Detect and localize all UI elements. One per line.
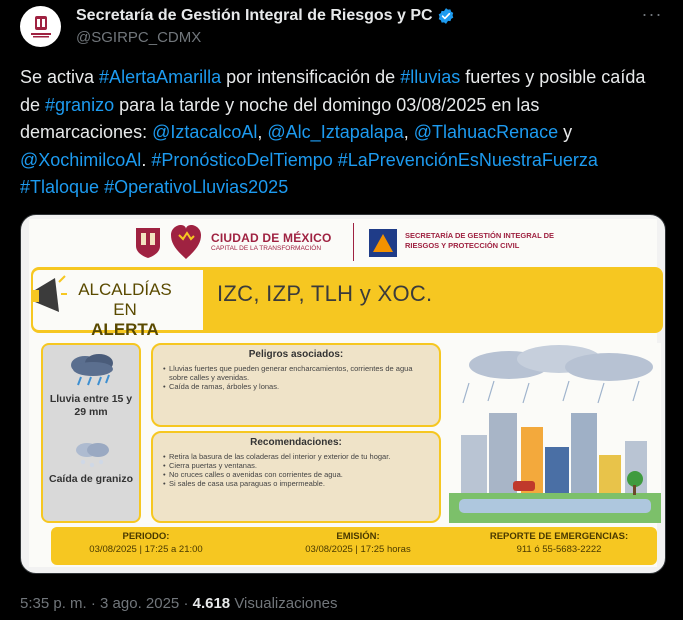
account-handle[interactable]: @SGIRPC_CDMX [76,29,202,46]
periodo-value: 03/08/2025 | 17:25 a 21:00 [89,544,203,555]
recomendacion-item: • No cruces calles o avenidas con corrientes de agua. [163,470,429,479]
hashtag-link[interactable]: #granizo [45,94,115,115]
sgirpc-title: SECRETARÍA DE GESTIÓN INTEGRAL DE RIESGOS Y PROTECCIÓN CIVIL [405,231,555,250]
logos-header [133,219,583,265]
tweet-text-segment: , [257,122,268,142]
more-options-icon[interactable]: ··· [641,4,663,24]
recomendacion-item: • Cierra puertas y ventanas. [163,461,429,470]
rain-cloud-icon [63,353,123,387]
sgirpc-logo-icon [369,229,397,257]
cdmx-shield-icon [133,225,163,259]
hashtag-link[interactable]: #AlertaAmarilla [99,67,222,87]
hail-label: Caída de granizo [48,473,133,485]
megaphone-icon [33,272,67,324]
recomendacion-item: • Si sales de casa usa paraguas o impermeable. [163,479,429,488]
cdmx-logo-icon [26,12,56,42]
alert-municipalities: IZC, IZP, TLH y XOC. [217,281,433,306]
timestamp[interactable]: 5:35 p. m. · 3 ago. 2025 · [20,595,189,612]
hashtag-link[interactable]: #lluvias [400,67,461,87]
hail-cloud-icon [71,441,113,469]
tweet-text-segment: para la tarde y noche del domingo 03/08/2025 en las demarcaciones: [20,94,540,142]
hashtag-link[interactable]: #LaPrevenciónEsNuestraFuerza [337,149,598,170]
cdmx-heart-icon [169,221,203,261]
periodo-label: PERIODO: [122,531,170,542]
mention-link[interactable]: @TlahuacRenace [413,122,559,142]
mention-link[interactable]: @Alc_Iztapalapa [267,122,404,142]
views-count: 4.618 [192,595,231,612]
recomendaciones-box [151,431,441,523]
avatar[interactable] [20,6,61,47]
hashtag-link[interactable]: #PronósticoDelTiempo [151,149,333,170]
rain-label: Lluvia entre 15 y 29 mm [49,393,133,418]
logo-divider [353,223,354,261]
recomendaciones-title: Recomendaciones: [250,437,342,448]
alert-banner [31,267,663,339]
display-name[interactable]: Secretaría de Gestión Integral de Riesgos y PC [76,7,433,24]
tweet-text-segment: . [141,149,152,170]
peligro-item: • Lluvias fuertes que pueden generar encharcamientos, corrientes de agua sobre calles y avenidas. [163,364,429,382]
mention-link[interactable]: @IztacalcoAl [152,122,258,142]
peligros-title: Peligros asociados: [248,349,344,360]
views-label: Visualizaciones [234,595,338,612]
emision-value: 03/08/2025 | 17:25 horas [305,544,411,555]
recomendacion-item: • Retira la basura de las coladeras del interior y exterior de tu hogar. [163,452,429,461]
peligros-box [151,343,441,427]
tweet-text-segment: fuertes y posible caída de [20,67,646,115]
cdmx-subtitle: CAPITAL DE LA TRANSFORMACIÓN [211,245,322,252]
tweet-meta [20,595,337,612]
peligro-item: • Caída de ramas, árboles y lonas. [163,382,429,391]
reporte-label: REPORTE DE EMERGENCIAS: [489,531,629,542]
rainy-city-illustration [449,343,661,523]
weather-conditions-panel [41,343,141,523]
alert-infographic[interactable] [20,214,666,574]
reporte-value: 911 ó 55-5683-2222 [516,544,602,555]
emision-label: EMISIÓN: [336,531,380,542]
tweet-header [20,6,663,50]
alert-line2: ALERTA [91,320,159,339]
cdmx-title: CIUDAD DE MÉXICO [211,231,332,245]
tweet-text-segment: , [403,122,414,142]
tweet-text [20,64,660,202]
hashtag-link[interactable]: #Tlaloque [20,177,100,197]
verified-badge-icon [437,7,455,25]
tweet-text-segment: y [558,122,573,142]
mention-link[interactable]: @XochimilcoAl [20,149,142,170]
tweet-text-segment: por intensificación de [221,67,401,87]
alert-line1: ALCALDÍAS EN [78,280,172,319]
hashtag-link[interactable]: #OperativoLluvias2025 [104,177,289,197]
tweet-text-segment: Se activa [20,67,100,87]
footer-info-bar [51,527,657,565]
